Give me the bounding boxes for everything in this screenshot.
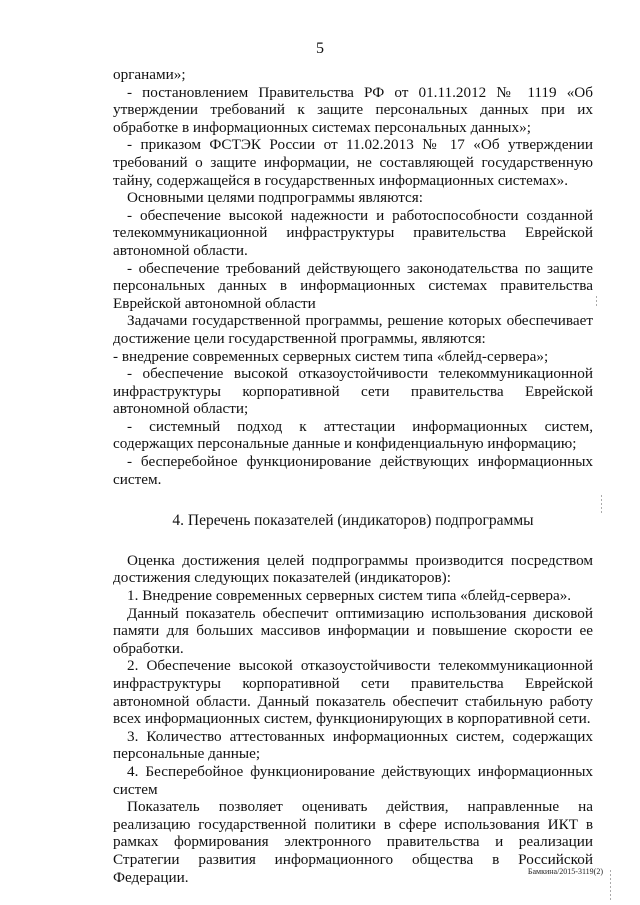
paragraph: - постановлением Правительства РФ от 01.11.2012 № 1119 «Об утверждении требований к защите персональных данных при их обработке в информационных системах персональных данных»; [113,83,593,136]
paragraph: - обеспечение требований действующего законодательства по защите персональных данных в информационных системах правительства Еврейской автономной области [113,259,593,312]
paragraph: 2. Обеспечение высокой отказоустойчивости телекоммуникационной инфраструктуры корпоративной сети правительства Еврейской автономной области. Данный показатель обеспечит стабильную работу всех информационных систем, функционирующих в корпоративной сети. [113,657,593,728]
paragraph: Задачами государственной программы, решение которых обеспечивает достижение цели государственной программы, являются: [113,312,593,347]
paragraph: - внедрение современных серверных систем типа «блейд-сервера»; [113,347,549,365]
paragraph: 3. Количество аттестованных информационных систем, содержащих персональные данные; [113,727,593,763]
paragraph: - приказом ФСТЭК России от 11.02.2013 № 17 «Об утверждении требований о защите информации, не составляющей государственную тайну, содержащейся в государственных информационных системах». [113,136,593,189]
paragraph: - бесперебойное функционирование действующих информационных систем. [113,453,593,488]
paragraph: - обеспечение высокой надежности и работоспособности созданной телекоммуникационной инфраструктуры правительства Еврейской автономной области. [113,206,593,259]
scan-artifact [610,870,611,900]
paragraph: Оценка достижения целей подпрограммы производится посредством достижения следующих показателей (индикаторов): [113,551,593,587]
section-heading: 4. Перечень показателей (индикаторов) подпрограммы [172,512,534,530]
document-body [113,66,593,886]
page-number: 5 [316,40,324,57]
document-reference: Бамкина/2015-3119(2) [527,867,603,876]
scan-artifact [596,296,597,306]
paragraph: 1. Внедрение современных серверных систем типа «блейд-сервера». [127,587,572,605]
paragraph: - обеспечение высокой отказоустойчивости телекоммуникационной инфраструктуры корпоративной сети правительства Еврейской автономной области; [113,365,593,418]
paragraph: Основными целями подпрограммы являются: [127,189,423,207]
paragraph: - системный подход к аттестации информационных систем, содержащих персональные данные и конфиденциальную информацию; [113,417,593,453]
paragraph: Данный показатель обеспечит оптимизацию использования дисковой памяти для больших массивов информации и повышение скорости ее обработки. [113,604,593,657]
paragraph: Показатель позволяет оценивать действия, направленные на реализацию государственной политики в сфере использования ИКТ в рамках формирования электронного правительства и реализации Стратегии развития информационного общества в Российской Федерации. [113,798,593,886]
paragraph: 4. Бесперебойное функционирование действующих информационных систем [113,762,593,798]
paragraph: органами»; [113,66,186,83]
scan-artifact [601,495,602,515]
